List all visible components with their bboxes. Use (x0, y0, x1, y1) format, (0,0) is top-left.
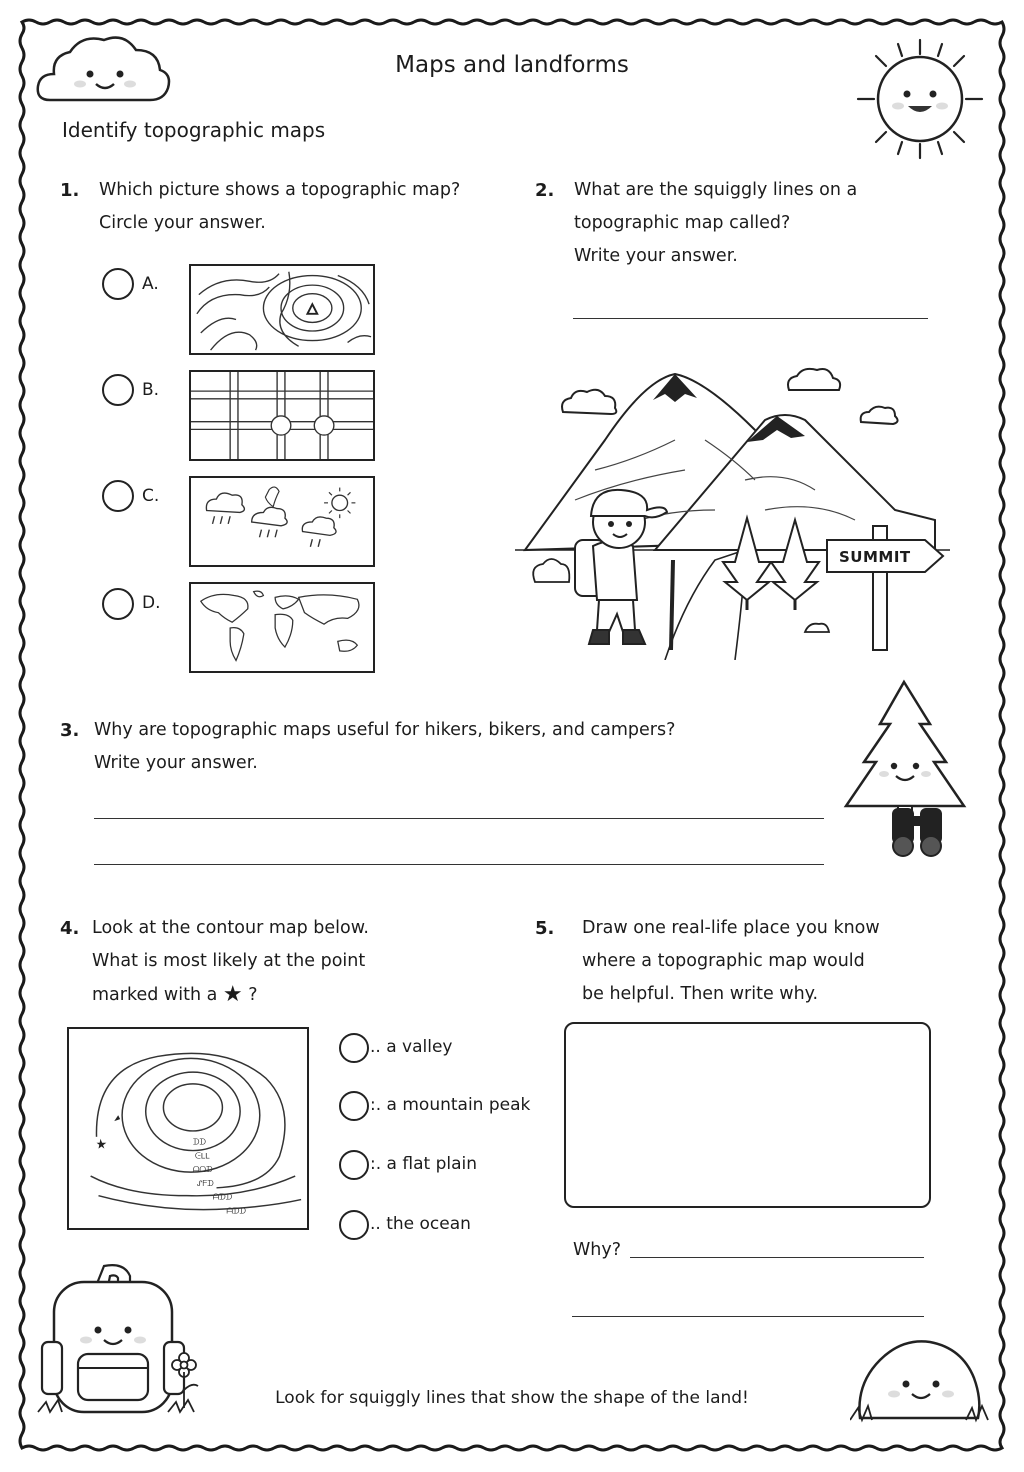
q4-option-ocean-radio[interactable] (339, 1210, 369, 1240)
q4-option-ocean-label: the ocean (386, 1214, 471, 1234)
q4-option-mountain-peak-radio[interactable] (339, 1091, 369, 1121)
q4-option-ocean[interactable] (370, 1214, 471, 1234)
q4-option-flat-plain-prefix: :. (370, 1154, 382, 1174)
svg-text:ᗩᗪᗪ: ᗩᗪᗪ (226, 1206, 246, 1216)
smiling-tree-binoculars-icon (838, 676, 972, 862)
q4-option-flat-plain-radio[interactable] (339, 1150, 369, 1180)
star-icon: ★ (222, 982, 243, 1007)
q5-number: 5. (535, 918, 555, 939)
q2-answer-line[interactable] (573, 318, 928, 319)
summit-sign-text: SUMMIT (839, 548, 911, 566)
q1-option-c-letter: C. (142, 486, 160, 506)
q5-drawing-box[interactable] (564, 1022, 931, 1208)
q1-option-c-radio[interactable] (102, 480, 134, 512)
q1-option-d-radio[interactable] (102, 588, 134, 620)
q5-question-line-3: be helpful. Then write why. (582, 984, 819, 1004)
svg-text:ᗪᗪ: ᗪᗪ (192, 1137, 206, 1147)
q1-option-a-radio[interactable] (102, 268, 134, 300)
q1-number: 1. (60, 180, 80, 201)
q1-option-b-street-map-picture (189, 370, 375, 461)
svg-text:ᔑᖴᗪ: ᔑᖴᗪ (196, 1178, 214, 1188)
q1-option-c-weather-map-picture (189, 476, 375, 567)
q2-question-line-2: topographic map called? (574, 213, 791, 233)
q4-option-valley[interactable] (370, 1037, 452, 1057)
q4-option-valley-prefix: .. (370, 1037, 381, 1057)
smiling-rock-icon (850, 1334, 990, 1426)
q4-question-line-1: Look at the contour map below. (92, 918, 369, 938)
q1-option-a-letter: A. (142, 274, 159, 294)
q4-contour-map (67, 1027, 309, 1230)
q1-option-b-letter: B. (142, 380, 160, 400)
q4-option-flat-plain-label: a flat plain (386, 1154, 477, 1174)
q5-why-answer-line-1[interactable] (630, 1257, 924, 1258)
hiker-mountain-scene (515, 360, 950, 660)
q3-answer-line-2[interactable] (94, 864, 824, 865)
q4-option-mountain-peak-prefix: :. (370, 1095, 382, 1115)
q4-question-mark: ? (248, 985, 258, 1005)
q5-why-answer-line-2[interactable] (572, 1316, 924, 1317)
q4-option-valley-label: a valley (386, 1037, 453, 1057)
cloud-face-icon (36, 30, 172, 106)
q4-option-mountain-peak-label: a mountain peak (386, 1095, 531, 1115)
footer-hint: Look for squiggly lines that show the shape of the land! (275, 1388, 749, 1408)
svg-text:ᗩᗝᗪ: ᗩᗝᗪ (192, 1165, 213, 1175)
q5-question-line-1: Draw one real-life place you know (582, 918, 880, 938)
q1-option-a-topographic-picture (189, 264, 375, 355)
sun-face-icon (850, 34, 990, 164)
q1-option-b-radio[interactable] (102, 374, 134, 406)
q5-question-line-2: where a topographic map would (582, 951, 865, 971)
q3-number: 3. (60, 720, 80, 741)
q4-question-line-2: What is most likely at the point (92, 951, 366, 971)
q2-question-line-1: What are the squiggly lines on a (574, 180, 858, 200)
q1-option-d-letter: D. (142, 593, 161, 613)
q1-question-line-2: Circle your answer. (99, 213, 266, 233)
q3-question-line-2: Write your answer. (94, 753, 258, 773)
svg-text:ᕮᒪᒪ: ᕮᒪᒪ (194, 1151, 210, 1161)
svg-text:ᗩᗪᗪ: ᗩᗪᗪ (212, 1192, 233, 1202)
q4-question-line-3-text: marked with a (92, 985, 218, 1005)
q4-option-mountain-peak[interactable] (370, 1095, 530, 1115)
q2-number: 2. (535, 180, 555, 201)
q1-option-d-world-map-picture (189, 582, 375, 673)
q4-option-ocean-prefix: .. (370, 1214, 381, 1234)
q3-question-line-1: Why are topographic maps useful for hikers, bikers, and campers? (94, 720, 676, 740)
page-subtitle: Identify topographic maps (62, 118, 326, 142)
q4-option-flat-plain[interactable] (370, 1154, 477, 1174)
q4-number: 4. (60, 918, 80, 939)
q4-option-valley-radio[interactable] (339, 1033, 369, 1063)
q4-question-line-3 (92, 978, 258, 1012)
q2-question-line-3: Write your answer. (574, 246, 738, 266)
page-title: Maps and landforms (395, 52, 629, 78)
q5-why-label: Why? (573, 1240, 622, 1260)
q1-question-line-1: Which picture shows a topographic map? (99, 180, 461, 200)
q3-answer-line-1[interactable] (94, 818, 824, 819)
